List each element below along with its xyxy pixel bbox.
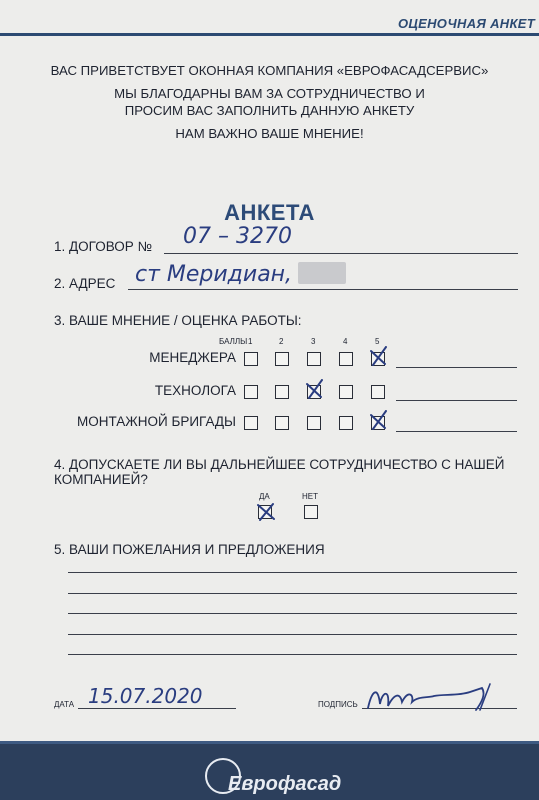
scale-label: БАЛЛЫ bbox=[219, 337, 248, 346]
rating-checkbox[interactable] bbox=[244, 352, 258, 366]
rating-checkbox[interactable] bbox=[307, 352, 321, 366]
rating-row-label: ТЕХНОЛОГА bbox=[154, 383, 236, 398]
contract-label: 1. ДОГОВОР № bbox=[54, 239, 153, 254]
contract-value[interactable]: 07 – 3270 bbox=[183, 224, 292, 249]
signature-label: ПОДПИСЬ bbox=[318, 700, 358, 709]
yes-check-mark bbox=[255, 502, 277, 522]
rating-comment-line[interactable] bbox=[396, 431, 517, 432]
company-logo-text: Еврофасад bbox=[228, 773, 342, 795]
rating-check-mark bbox=[303, 379, 325, 399]
rating-row-label: МОНТАЖНОЙ БРИГАДЫ bbox=[77, 414, 236, 429]
no-checkbox[interactable] bbox=[304, 505, 318, 519]
rating-checkbox[interactable] bbox=[339, 385, 353, 399]
rating-checkbox[interactable] bbox=[339, 416, 353, 430]
rating-checkbox[interactable] bbox=[275, 352, 289, 366]
contract-line bbox=[164, 253, 518, 254]
scale-number: 5 bbox=[375, 337, 380, 346]
wishes-line-1[interactable] bbox=[68, 572, 517, 573]
intro-line-4: НАМ ВАЖНО ВАШЕ МНЕНИЕ! bbox=[175, 126, 364, 141]
cooperation-label-line-1: 4. ДОПУСКАЕТЕ ЛИ ВЫ ДАЛЬНЕЙШЕЕ СОТРУДНИЧЕСТВО С НАШЕЙ bbox=[54, 457, 505, 472]
rating-comment-line[interactable] bbox=[396, 400, 517, 401]
form-title: АНКЕТА bbox=[224, 200, 315, 225]
header-divider bbox=[0, 33, 539, 36]
rating-checkbox[interactable] bbox=[275, 416, 289, 430]
rating-checkbox[interactable] bbox=[371, 385, 385, 399]
date-value[interactable]: 15.07.2020 bbox=[88, 684, 203, 708]
rating-checkbox[interactable] bbox=[244, 385, 258, 399]
scale-number: 3 bbox=[311, 337, 316, 346]
signature-scribble[interactable] bbox=[362, 680, 512, 714]
address-line bbox=[128, 289, 518, 290]
address-value[interactable]: ст Меридиан, bbox=[135, 262, 293, 287]
address-label: 2. АДРЕС bbox=[54, 276, 116, 291]
rating-check-mark bbox=[367, 346, 389, 366]
rating-checkbox[interactable] bbox=[244, 416, 258, 430]
wishes-line-4[interactable] bbox=[68, 634, 517, 635]
rating-checkbox[interactable] bbox=[275, 385, 289, 399]
form-header-title: ОЦЕНОЧНАЯ АНКЕТ bbox=[397, 16, 535, 31]
rating-checkbox[interactable] bbox=[339, 352, 353, 366]
scale-number: 1 bbox=[248, 337, 253, 346]
yes-label: ДА bbox=[259, 492, 270, 501]
wishes-line-3[interactable] bbox=[68, 613, 517, 614]
wishes-line-2[interactable] bbox=[68, 593, 517, 594]
footer-stripe bbox=[0, 741, 539, 744]
scale-number: 4 bbox=[343, 337, 348, 346]
intro-line-1: ВАС ПРИВЕТСТВУЕТ ОКОННАЯ КОМПАНИЯ «ЕВРОФАСАДСЕРВИС» bbox=[50, 63, 489, 78]
scale-number: 2 bbox=[279, 337, 284, 346]
rating-check-mark bbox=[367, 410, 389, 430]
rating-checkbox[interactable] bbox=[307, 416, 321, 430]
rating-label: 3. ВАШЕ МНЕНИЕ / ОЦЕНКА РАБОТЫ: bbox=[54, 313, 302, 328]
no-label: НЕТ bbox=[302, 492, 318, 501]
wishes-label: 5. ВАШИ ПОЖЕЛАНИЯ И ПРЕДЛОЖЕНИЯ bbox=[54, 542, 325, 557]
intro-line-2: МЫ БЛАГОДАРНЫ ВАМ ЗА СОТРУДНИЧЕСТВО И bbox=[114, 86, 425, 101]
date-line bbox=[78, 708, 236, 709]
date-label: ДАТА bbox=[54, 700, 75, 709]
rating-row-label: МЕНЕДЖЕРА bbox=[149, 350, 236, 365]
redacted-address-part bbox=[298, 262, 346, 284]
wishes-line-5[interactable] bbox=[68, 654, 517, 655]
intro-line-3: ПРОСИМ ВАС ЗАПОЛНИТЬ ДАННУЮ АНКЕТУ bbox=[124, 103, 415, 118]
rating-comment-line[interactable] bbox=[396, 367, 517, 368]
cooperation-label-line-2: КОМПАНИЕЙ? bbox=[54, 472, 148, 487]
